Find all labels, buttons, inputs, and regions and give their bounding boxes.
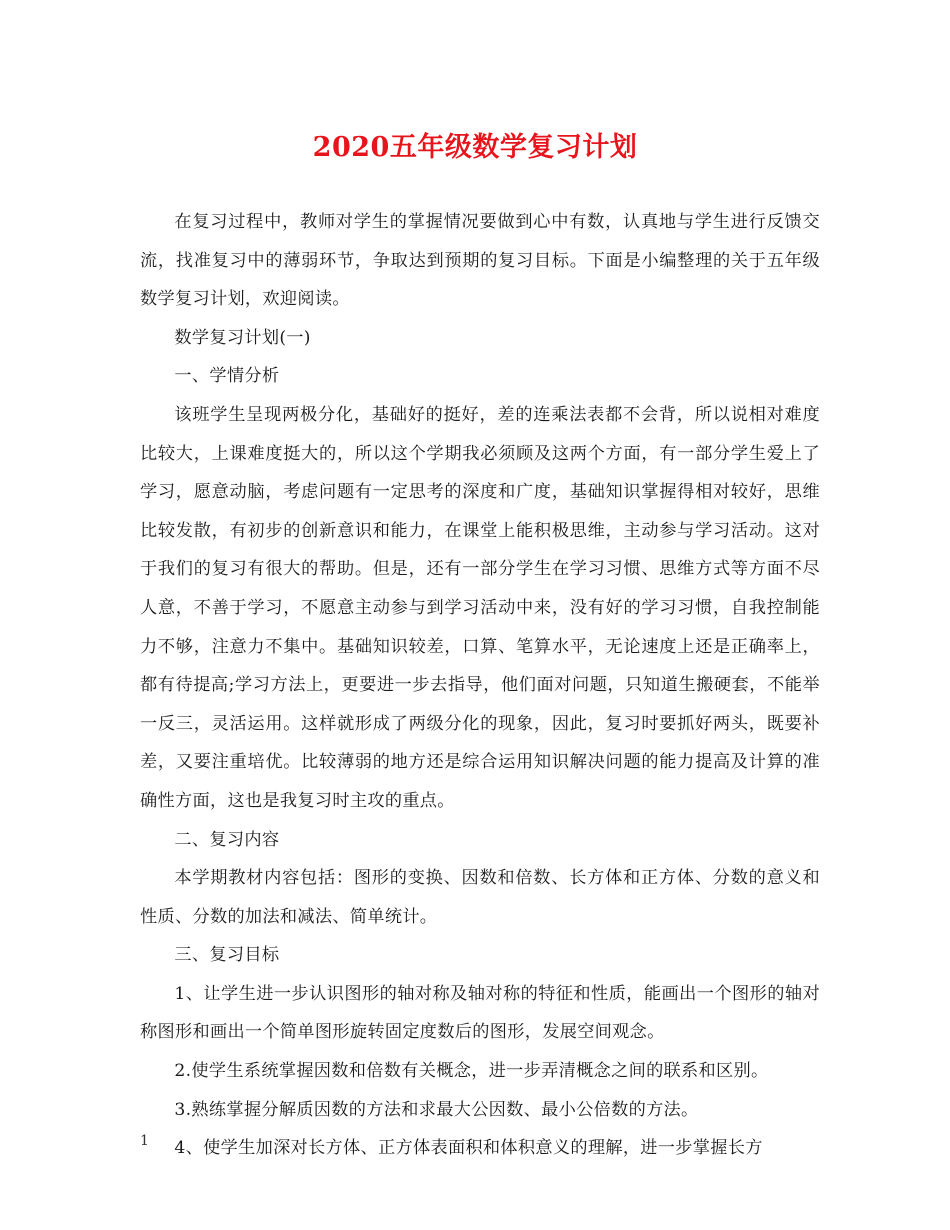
section-heading-goals: 三、复习目标	[174, 945, 280, 966]
page-number: 1	[140, 1133, 149, 1149]
document-body	[140, 203, 820, 1168]
section-heading-content: 二、复习内容	[174, 829, 280, 850]
document-title: 2020五年级数学复习计划	[312, 132, 638, 163]
content-paragraph: 本学期教材内容包括：图形的变换、因数和倍数、长方体和正方体、分数的意义和性质、分数的加法和减法、简单统计。	[140, 868, 820, 927]
section-heading-analysis: 一、学情分析	[174, 366, 280, 387]
goal-item-2: 2.使学生系统掌握因数和倍数有关概念，进一步弄清概念之间的联系和区别。	[174, 1061, 769, 1082]
analysis-paragraph: 该班学生呈现两极分化，基础好的挺好，差的连乘法表都不会背，所以说相对难度比较大，上课难度挺大的，所以这个学期我必须顾及这两个方面，有一部分学生爱上了学习，愿意动脑，考虑问题有一定思考的深度和广度，基础知识掌握得相对较好，思维比较发散，有初步的创新意识和能力，在课堂上能积极思维，主动参与学习活动。这对于我们的复习有很大的帮助。但是，还有一部分学生在学习习惯、思维方式等方面不尽人意，不善于学习，不愿意主动参与到学习活动中来，没有好的学习习惯，自我控制能力不够，注意力不集中。基础知识较差，口算、笔算水平，无论速度上还是正确率上，都有待提高;学习方法上，更要进一步去指导，他们面对问题，只知道生搬硬套，不能举一反三，灵活运用。这样就形成了两级分化的现象，因此，复习时要抓好两头，既要补差，又要注重培优。比较薄弱的地方还是综合运用知识解决问题的能力提高及计算的准确性方面，这也是我复习时主攻的重点。	[140, 404, 820, 811]
goal-item-3: 3.熟练掌握分解质因数的方法和求最大公因数、最小公倍数的方法。	[174, 1099, 699, 1120]
goal-item-1: 1、让学生进一步认识图形的轴对称及轴对称的特征和性质，能画出一个图形的轴对称图形和画出一个简单图形旋转固定度数后的图形，发展空间观念。	[140, 983, 820, 1043]
section-heading-plan-one: 数学复习计划(一)	[174, 327, 311, 348]
intro-paragraph: 在复习过程中，教师对学生的掌握情况要做到心中有数，认真地与学生进行反馈交流，找准复习中的薄弱环节，争取达到预期的复习目标。下面是小编整理的关于五年级数学复习计划，欢迎阅读。	[140, 212, 820, 310]
goal-item-4: 4、使学生加深对长方体、正方体表面积和体积意义的理解，进一步掌握长方	[174, 1138, 763, 1159]
